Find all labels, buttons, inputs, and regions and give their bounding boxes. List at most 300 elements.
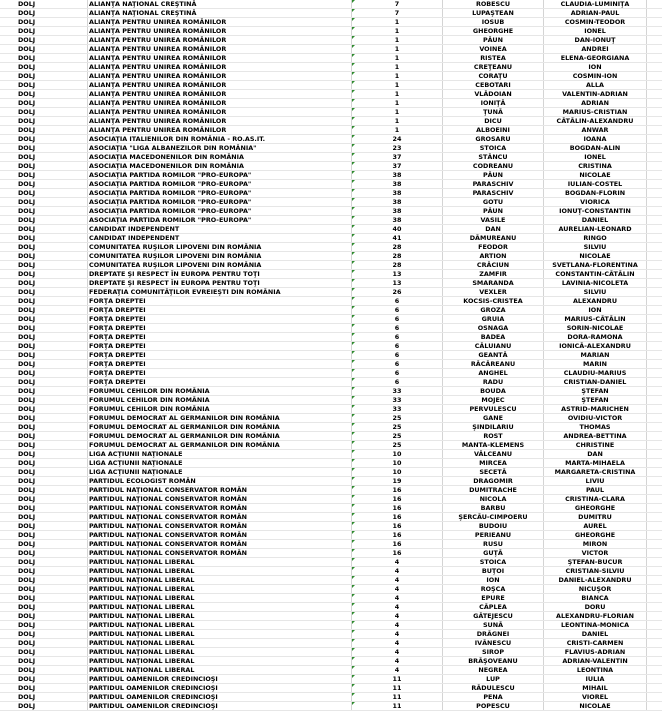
- first-name-cell[interactable]: DANIEL-ALEXANDRU: [544, 576, 647, 585]
- party-cell[interactable]: ALIANŢA PENTRU UNIREA ROMÂNILOR: [88, 126, 352, 135]
- county-cell[interactable]: DOLJ: [0, 414, 88, 423]
- surname-cell[interactable]: STOICA: [443, 558, 544, 567]
- county-cell[interactable]: DOLJ: [0, 315, 88, 324]
- list-number-cell[interactable]: [352, 450, 443, 459]
- county-cell[interactable]: DOLJ: [0, 135, 88, 144]
- list-number-cell[interactable]: [352, 639, 443, 648]
- county-cell[interactable]: DOLJ: [0, 225, 88, 234]
- empty-cell[interactable]: [647, 135, 662, 144]
- empty-cell[interactable]: [647, 117, 662, 126]
- list-number-cell[interactable]: [352, 441, 443, 450]
- first-name-cell[interactable]: ŞTEFAN: [544, 387, 647, 396]
- county-cell[interactable]: DOLJ: [0, 441, 88, 450]
- empty-cell[interactable]: [647, 594, 662, 603]
- list-number-cell[interactable]: [352, 369, 443, 378]
- surname-cell[interactable]: RĂDULESCU: [443, 684, 544, 693]
- party-cell[interactable]: ALIANŢA PENTRU UNIREA ROMÂNILOR: [88, 108, 352, 117]
- first-name-cell[interactable]: MARIUS-CĂTĂLIN: [544, 315, 647, 324]
- party-cell[interactable]: ASOCIAŢIA PARTIDA ROMILOR "PRO-EUROPA": [88, 180, 352, 189]
- county-cell[interactable]: DOLJ: [0, 693, 88, 702]
- empty-cell[interactable]: [647, 126, 662, 135]
- empty-cell[interactable]: [647, 189, 662, 198]
- surname-cell[interactable]: GEANTĂ: [443, 351, 544, 360]
- first-name-cell[interactable]: MARIAN: [544, 351, 647, 360]
- county-cell[interactable]: DOLJ: [0, 144, 88, 153]
- empty-cell[interactable]: [647, 108, 662, 117]
- empty-cell[interactable]: [647, 261, 662, 270]
- surname-cell[interactable]: GĂTEJESCU: [443, 612, 544, 621]
- list-number-cell[interactable]: [352, 666, 443, 675]
- first-name-cell[interactable]: ANDREA-BETTINA: [544, 432, 647, 441]
- empty-cell[interactable]: [647, 549, 662, 558]
- empty-cell[interactable]: [647, 360, 662, 369]
- empty-cell[interactable]: [647, 702, 662, 711]
- party-cell[interactable]: ALIANŢA PENTRU UNIREA ROMÂNILOR: [88, 117, 352, 126]
- first-name-cell[interactable]: MIRON: [544, 540, 647, 549]
- empty-cell[interactable]: [647, 63, 662, 72]
- first-name-cell[interactable]: LAVINIA-NICOLETA: [544, 279, 647, 288]
- first-name-cell[interactable]: COSMIN-TEODOR: [544, 18, 647, 27]
- empty-cell[interactable]: [647, 144, 662, 153]
- list-number-cell[interactable]: [352, 360, 443, 369]
- list-number-cell[interactable]: [352, 630, 443, 639]
- first-name-cell[interactable]: CĂTĂLIN-ALEXANDRU: [544, 117, 647, 126]
- county-cell[interactable]: DOLJ: [0, 612, 88, 621]
- first-name-cell[interactable]: ANDREI: [544, 45, 647, 54]
- first-name-cell[interactable]: GHEORGHE: [544, 504, 647, 513]
- surname-cell[interactable]: FEODOR: [443, 243, 544, 252]
- county-cell[interactable]: DOLJ: [0, 99, 88, 108]
- first-name-cell[interactable]: CRISTINA-CLARA: [544, 495, 647, 504]
- surname-cell[interactable]: MANTA-KLEMENS: [443, 441, 544, 450]
- party-cell[interactable]: PARTIDUL NAŢIONAL CONSERVATOR ROMÂN: [88, 522, 352, 531]
- surname-cell[interactable]: CĂLUIANU: [443, 342, 544, 351]
- party-cell[interactable]: FORŢA DREPTEI: [88, 315, 352, 324]
- first-name-cell[interactable]: VIOREL: [544, 693, 647, 702]
- party-cell[interactable]: PARTIDUL NAŢIONAL LIBERAL: [88, 630, 352, 639]
- surname-cell[interactable]: VÂLCEANU: [443, 450, 544, 459]
- party-cell[interactable]: ASOCIAŢIA PARTIDA ROMILOR "PRO-EUROPA": [88, 207, 352, 216]
- list-number-cell[interactable]: [352, 414, 443, 423]
- county-cell[interactable]: DOLJ: [0, 513, 88, 522]
- list-number-cell[interactable]: [352, 198, 443, 207]
- empty-cell[interactable]: [647, 54, 662, 63]
- empty-cell[interactable]: [647, 378, 662, 387]
- list-number-cell[interactable]: [352, 144, 443, 153]
- party-cell[interactable]: DREPTATE ŞI RESPECT ÎN EUROPA PENTRU TOŢI: [88, 279, 352, 288]
- surname-cell[interactable]: GOTU: [443, 198, 544, 207]
- surname-cell[interactable]: IOSUB: [443, 18, 544, 27]
- surname-cell[interactable]: IVĂNESCU: [443, 639, 544, 648]
- county-cell[interactable]: DOLJ: [0, 108, 88, 117]
- county-cell[interactable]: DOLJ: [0, 540, 88, 549]
- surname-cell[interactable]: ARTION: [443, 252, 544, 261]
- party-cell[interactable]: ALIANŢA PENTRU UNIREA ROMÂNILOR: [88, 72, 352, 81]
- party-cell[interactable]: FORUMUL DEMOCRAT AL GERMANILOR DIN ROMÂNIA: [88, 414, 352, 423]
- list-number-cell[interactable]: [352, 612, 443, 621]
- surname-cell[interactable]: ZAMFIR: [443, 270, 544, 279]
- party-cell[interactable]: ALIANŢA NAŢIONAL CREŞTINĂ: [88, 0, 352, 9]
- first-name-cell[interactable]: ŞTEFAN: [544, 396, 647, 405]
- surname-cell[interactable]: VLĂDOIAN: [443, 90, 544, 99]
- first-name-cell[interactable]: SORIN-NICOLAE: [544, 324, 647, 333]
- surname-cell[interactable]: SECETĂ: [443, 468, 544, 477]
- party-cell[interactable]: ALIANŢA PENTRU UNIREA ROMÂNILOR: [88, 90, 352, 99]
- party-cell[interactable]: PARTIDUL NAŢIONAL LIBERAL: [88, 621, 352, 630]
- surname-cell[interactable]: DRAGOMIR: [443, 477, 544, 486]
- party-cell[interactable]: FORŢA DREPTEI: [88, 378, 352, 387]
- empty-cell[interactable]: [647, 486, 662, 495]
- county-cell[interactable]: DOLJ: [0, 621, 88, 630]
- surname-cell[interactable]: CORAŢU: [443, 72, 544, 81]
- party-cell[interactable]: PARTIDUL NAŢIONAL LIBERAL: [88, 657, 352, 666]
- county-cell[interactable]: DOLJ: [0, 0, 88, 9]
- first-name-cell[interactable]: CONSTANTIN-CĂTĂLIN: [544, 270, 647, 279]
- county-cell[interactable]: DOLJ: [0, 504, 88, 513]
- empty-cell[interactable]: [647, 90, 662, 99]
- list-number-cell[interactable]: [352, 153, 443, 162]
- party-cell[interactable]: CANDIDAT INDEPENDENT: [88, 234, 352, 243]
- party-cell[interactable]: PARTIDUL NAŢIONAL LIBERAL: [88, 648, 352, 657]
- surname-cell[interactable]: GUŢĂ: [443, 549, 544, 558]
- first-name-cell[interactable]: DANIEL: [544, 630, 647, 639]
- party-cell[interactable]: PARTIDUL ECOLOGIST ROMÂN: [88, 477, 352, 486]
- list-number-cell[interactable]: [352, 36, 443, 45]
- empty-cell[interactable]: [647, 279, 662, 288]
- first-name-cell[interactable]: MARGARETA-CRISTINA: [544, 468, 647, 477]
- list-number-cell[interactable]: [352, 117, 443, 126]
- first-name-cell[interactable]: NICUŞOR: [544, 585, 647, 594]
- first-name-cell[interactable]: IOANA: [544, 135, 647, 144]
- county-cell[interactable]: DOLJ: [0, 405, 88, 414]
- surname-cell[interactable]: CODREANU: [443, 162, 544, 171]
- county-cell[interactable]: DOLJ: [0, 243, 88, 252]
- list-number-cell[interactable]: [352, 315, 443, 324]
- empty-cell[interactable]: [647, 648, 662, 657]
- first-name-cell[interactable]: FLAVIUS-ADRIAN: [544, 648, 647, 657]
- list-number-cell[interactable]: [352, 459, 443, 468]
- empty-cell[interactable]: [647, 9, 662, 18]
- empty-cell[interactable]: [647, 684, 662, 693]
- surname-cell[interactable]: DICU: [443, 117, 544, 126]
- empty-cell[interactable]: [647, 306, 662, 315]
- surname-cell[interactable]: NEGREA: [443, 666, 544, 675]
- party-cell[interactable]: PARTIDUL NAŢIONAL LIBERAL: [88, 585, 352, 594]
- list-number-cell[interactable]: [352, 306, 443, 315]
- party-cell[interactable]: PARTIDUL NAŢIONAL CONSERVATOR ROMÂN: [88, 549, 352, 558]
- list-number-cell[interactable]: [352, 180, 443, 189]
- list-number-cell[interactable]: [352, 27, 443, 36]
- surname-cell[interactable]: RADU: [443, 378, 544, 387]
- surname-cell[interactable]: EPURE: [443, 594, 544, 603]
- empty-cell[interactable]: [647, 504, 662, 513]
- county-cell[interactable]: DOLJ: [0, 216, 88, 225]
- list-number-cell[interactable]: [352, 0, 443, 9]
- county-cell[interactable]: DOLJ: [0, 180, 88, 189]
- list-number-cell[interactable]: [352, 558, 443, 567]
- empty-cell[interactable]: [647, 666, 662, 675]
- surname-cell[interactable]: GROSARU: [443, 135, 544, 144]
- empty-cell[interactable]: [647, 639, 662, 648]
- party-cell[interactable]: CANDIDAT INDEPENDENT: [88, 225, 352, 234]
- party-cell[interactable]: ALIANŢA PENTRU UNIREA ROMÂNILOR: [88, 18, 352, 27]
- empty-cell[interactable]: [647, 171, 662, 180]
- party-cell[interactable]: COMUNITATEA RUŞILOR LIPOVENI DIN ROMÂNIA: [88, 252, 352, 261]
- county-cell[interactable]: DOLJ: [0, 423, 88, 432]
- empty-cell[interactable]: [647, 99, 662, 108]
- party-cell[interactable]: ASOCIAŢIA PARTIDA ROMILOR "PRO-EUROPA": [88, 198, 352, 207]
- first-name-cell[interactable]: THOMAS: [544, 423, 647, 432]
- county-cell[interactable]: DOLJ: [0, 666, 88, 675]
- surname-cell[interactable]: LUPAŞTEAN: [443, 9, 544, 18]
- list-number-cell[interactable]: [352, 234, 443, 243]
- surname-cell[interactable]: GRUIA: [443, 315, 544, 324]
- empty-cell[interactable]: [647, 36, 662, 45]
- county-cell[interactable]: DOLJ: [0, 9, 88, 18]
- county-cell[interactable]: DOLJ: [0, 432, 88, 441]
- county-cell[interactable]: DOLJ: [0, 198, 88, 207]
- party-cell[interactable]: LIGA ACŢIUNII NAŢIONALE: [88, 468, 352, 477]
- county-cell[interactable]: DOLJ: [0, 297, 88, 306]
- empty-cell[interactable]: [647, 468, 662, 477]
- surname-cell[interactable]: VASILE: [443, 216, 544, 225]
- empty-cell[interactable]: [647, 180, 662, 189]
- party-cell[interactable]: PARTIDUL OAMENILOR CREDINCIOŞI: [88, 684, 352, 693]
- empty-cell[interactable]: [647, 405, 662, 414]
- list-number-cell[interactable]: [352, 495, 443, 504]
- county-cell[interactable]: DOLJ: [0, 18, 88, 27]
- party-cell[interactable]: ALIANŢA NAŢIONAL CREŞTINĂ: [88, 9, 352, 18]
- first-name-cell[interactable]: MIHAIL: [544, 684, 647, 693]
- list-number-cell[interactable]: [352, 171, 443, 180]
- party-cell[interactable]: ALIANŢA PENTRU UNIREA ROMÂNILOR: [88, 54, 352, 63]
- party-cell[interactable]: LIGA ACŢIUNII NAŢIONALE: [88, 450, 352, 459]
- party-cell[interactable]: FORŢA DREPTEI: [88, 369, 352, 378]
- party-cell[interactable]: PARTIDUL NAŢIONAL LIBERAL: [88, 576, 352, 585]
- party-cell[interactable]: PARTIDUL OAMENILOR CREDINCIOŞI: [88, 675, 352, 684]
- party-cell[interactable]: FEDERAŢIA COMUNITĂŢILOR EVREIEŞTI DIN ROMÂNIA: [88, 288, 352, 297]
- list-number-cell[interactable]: [352, 351, 443, 360]
- empty-cell[interactable]: [647, 162, 662, 171]
- first-name-cell[interactable]: RINGO: [544, 234, 647, 243]
- county-cell[interactable]: DOLJ: [0, 189, 88, 198]
- list-number-cell[interactable]: [352, 603, 443, 612]
- party-cell[interactable]: ASOCIAŢIA MACEDONENILOR DIN ROMÂNIA: [88, 153, 352, 162]
- county-cell[interactable]: DOLJ: [0, 648, 88, 657]
- empty-cell[interactable]: [647, 585, 662, 594]
- first-name-cell[interactable]: PAUL: [544, 486, 647, 495]
- first-name-cell[interactable]: LEONTINA: [544, 666, 647, 675]
- county-cell[interactable]: DOLJ: [0, 261, 88, 270]
- surname-cell[interactable]: DUMITRACHE: [443, 486, 544, 495]
- list-number-cell[interactable]: [352, 342, 443, 351]
- county-cell[interactable]: DOLJ: [0, 288, 88, 297]
- list-number-cell[interactable]: [352, 135, 443, 144]
- party-cell[interactable]: PARTIDUL NAŢIONAL LIBERAL: [88, 567, 352, 576]
- party-cell[interactable]: PARTIDUL OAMENILOR CREDINCIOŞI: [88, 702, 352, 711]
- empty-cell[interactable]: [647, 630, 662, 639]
- empty-cell[interactable]: [647, 567, 662, 576]
- list-number-cell[interactable]: [352, 576, 443, 585]
- empty-cell[interactable]: [647, 576, 662, 585]
- surname-cell[interactable]: VEXLER: [443, 288, 544, 297]
- empty-cell[interactable]: [647, 612, 662, 621]
- surname-cell[interactable]: PERVULESCU: [443, 405, 544, 414]
- empty-cell[interactable]: [647, 270, 662, 279]
- list-number-cell[interactable]: [352, 63, 443, 72]
- list-number-cell[interactable]: [352, 9, 443, 18]
- empty-cell[interactable]: [647, 621, 662, 630]
- party-cell[interactable]: COMUNITATEA RUŞILOR LIPOVENI DIN ROMÂNIA: [88, 261, 352, 270]
- empty-cell[interactable]: [647, 333, 662, 342]
- empty-cell[interactable]: [647, 531, 662, 540]
- surname-cell[interactable]: ROBESCU: [443, 0, 544, 9]
- first-name-cell[interactable]: ALLA: [544, 81, 647, 90]
- surname-cell[interactable]: STOICA: [443, 144, 544, 153]
- list-number-cell[interactable]: [352, 468, 443, 477]
- party-cell[interactable]: ASOCIAŢIA ITALIENILOR DIN ROMÂNIA - RO.AS.IT.: [88, 135, 352, 144]
- surname-cell[interactable]: DRĂGNEI: [443, 630, 544, 639]
- county-cell[interactable]: DOLJ: [0, 90, 88, 99]
- first-name-cell[interactable]: CHRISTINE: [544, 441, 647, 450]
- surname-cell[interactable]: SIROP: [443, 648, 544, 657]
- first-name-cell[interactable]: AURELIAN-LEONARD: [544, 225, 647, 234]
- list-number-cell[interactable]: [352, 432, 443, 441]
- first-name-cell[interactable]: NICOLAE: [544, 171, 647, 180]
- county-cell[interactable]: DOLJ: [0, 585, 88, 594]
- first-name-cell[interactable]: DORU: [544, 603, 647, 612]
- party-cell[interactable]: PARTIDUL NAŢIONAL CONSERVATOR ROMÂN: [88, 495, 352, 504]
- surname-cell[interactable]: ŞERCĂU-CIMPOERU: [443, 513, 544, 522]
- empty-cell[interactable]: [647, 288, 662, 297]
- party-cell[interactable]: ALIANŢA PENTRU UNIREA ROMÂNILOR: [88, 99, 352, 108]
- surname-cell[interactable]: PENA: [443, 693, 544, 702]
- empty-cell[interactable]: [647, 513, 662, 522]
- party-cell[interactable]: PARTIDUL NAŢIONAL LIBERAL: [88, 558, 352, 567]
- party-cell[interactable]: ALIANŢA PENTRU UNIREA ROMÂNILOR: [88, 45, 352, 54]
- party-cell[interactable]: PARTIDUL OAMENILOR CREDINCIOŞI: [88, 693, 352, 702]
- county-cell[interactable]: DOLJ: [0, 270, 88, 279]
- county-cell[interactable]: DOLJ: [0, 27, 88, 36]
- party-cell[interactable]: ASOCIAŢIA "LIGA ALBANEZILOR DIN ROMÂNIA": [88, 144, 352, 153]
- surname-cell[interactable]: CRĂCIUN: [443, 261, 544, 270]
- county-cell[interactable]: DOLJ: [0, 207, 88, 216]
- empty-cell[interactable]: [647, 414, 662, 423]
- surname-cell[interactable]: KOCSIS-CRISTEA: [443, 297, 544, 306]
- list-number-cell[interactable]: [352, 45, 443, 54]
- first-name-cell[interactable]: IONEL: [544, 153, 647, 162]
- list-number-cell[interactable]: [352, 405, 443, 414]
- first-name-cell[interactable]: IONICĂ-ALEXANDRU: [544, 342, 647, 351]
- list-number-cell[interactable]: [352, 648, 443, 657]
- empty-cell[interactable]: [647, 297, 662, 306]
- party-cell[interactable]: COMUNITATEA RUŞILOR LIPOVENI DIN ROMÂNIA: [88, 243, 352, 252]
- surname-cell[interactable]: LUP: [443, 675, 544, 684]
- county-cell[interactable]: DOLJ: [0, 153, 88, 162]
- county-cell[interactable]: DOLJ: [0, 252, 88, 261]
- county-cell[interactable]: DOLJ: [0, 54, 88, 63]
- county-cell[interactable]: DOLJ: [0, 234, 88, 243]
- surname-cell[interactable]: CREŢEANU: [443, 63, 544, 72]
- county-cell[interactable]: DOLJ: [0, 351, 88, 360]
- list-number-cell[interactable]: [352, 657, 443, 666]
- party-cell[interactable]: FORUMUL DEMOCRAT AL GERMANILOR DIN ROMÂNIA: [88, 432, 352, 441]
- empty-cell[interactable]: [647, 558, 662, 567]
- surname-cell[interactable]: PARASCHIV: [443, 180, 544, 189]
- party-cell[interactable]: FORŢA DREPTEI: [88, 360, 352, 369]
- first-name-cell[interactable]: BOGDAN-FLORIN: [544, 189, 647, 198]
- party-cell[interactable]: PARTIDUL NAŢIONAL CONSERVATOR ROMÂN: [88, 540, 352, 549]
- first-name-cell[interactable]: MARTA-MIHAELA: [544, 459, 647, 468]
- county-cell[interactable]: DOLJ: [0, 702, 88, 711]
- first-name-cell[interactable]: CRISTIAN-DANIEL: [544, 378, 647, 387]
- party-cell[interactable]: LIGA ACŢIUNII NAŢIONALE: [88, 459, 352, 468]
- party-cell[interactable]: PARTIDUL NAŢIONAL LIBERAL: [88, 612, 352, 621]
- surname-cell[interactable]: ROŞCA: [443, 585, 544, 594]
- county-cell[interactable]: DOLJ: [0, 333, 88, 342]
- county-cell[interactable]: DOLJ: [0, 594, 88, 603]
- surname-cell[interactable]: VOINEA: [443, 45, 544, 54]
- county-cell[interactable]: DOLJ: [0, 657, 88, 666]
- county-cell[interactable]: DOLJ: [0, 324, 88, 333]
- party-cell[interactable]: PARTIDUL NAŢIONAL CONSERVATOR ROMÂN: [88, 486, 352, 495]
- county-cell[interactable]: DOLJ: [0, 81, 88, 90]
- list-number-cell[interactable]: [352, 288, 443, 297]
- empty-cell[interactable]: [647, 207, 662, 216]
- first-name-cell[interactable]: ADRIAN-VALENTIN: [544, 657, 647, 666]
- first-name-cell[interactable]: VIORICA: [544, 198, 647, 207]
- list-number-cell[interactable]: [352, 531, 443, 540]
- first-name-cell[interactable]: VALENTIN-ADRIAN: [544, 90, 647, 99]
- empty-cell[interactable]: [647, 18, 662, 27]
- surname-cell[interactable]: IONIŢĂ: [443, 99, 544, 108]
- county-cell[interactable]: DOLJ: [0, 675, 88, 684]
- empty-cell[interactable]: [647, 432, 662, 441]
- surname-cell[interactable]: BRĂŞOVEANU: [443, 657, 544, 666]
- empty-cell[interactable]: [647, 369, 662, 378]
- surname-cell[interactable]: MIRCEA: [443, 459, 544, 468]
- county-cell[interactable]: DOLJ: [0, 630, 88, 639]
- first-name-cell[interactable]: ION: [544, 306, 647, 315]
- county-cell[interactable]: DOLJ: [0, 72, 88, 81]
- list-number-cell[interactable]: [352, 423, 443, 432]
- party-cell[interactable]: DREPTATE ŞI RESPECT ÎN EUROPA PENTRU TOŢI: [88, 270, 352, 279]
- list-number-cell[interactable]: [352, 108, 443, 117]
- county-cell[interactable]: DOLJ: [0, 468, 88, 477]
- list-number-cell[interactable]: [352, 162, 443, 171]
- first-name-cell[interactable]: NICOLAE: [544, 252, 647, 261]
- first-name-cell[interactable]: DORA-RAMONA: [544, 333, 647, 342]
- first-name-cell[interactable]: MARIUS-CRISTIAN: [544, 108, 647, 117]
- empty-cell[interactable]: [647, 423, 662, 432]
- empty-cell[interactable]: [647, 342, 662, 351]
- list-number-cell[interactable]: [352, 54, 443, 63]
- list-number-cell[interactable]: [352, 324, 443, 333]
- county-cell[interactable]: DOLJ: [0, 639, 88, 648]
- list-number-cell[interactable]: [352, 549, 443, 558]
- empty-cell[interactable]: [647, 603, 662, 612]
- surname-cell[interactable]: SUNĂ: [443, 621, 544, 630]
- surname-cell[interactable]: PĂUN: [443, 36, 544, 45]
- empty-cell[interactable]: [647, 540, 662, 549]
- first-name-cell[interactable]: IULIAN-COSTEL: [544, 180, 647, 189]
- party-cell[interactable]: ALIANŢA PENTRU UNIREA ROMÂNILOR: [88, 27, 352, 36]
- list-number-cell[interactable]: [352, 252, 443, 261]
- empty-cell[interactable]: [647, 72, 662, 81]
- surname-cell[interactable]: ION: [443, 576, 544, 585]
- empty-cell[interactable]: [647, 522, 662, 531]
- surname-cell[interactable]: GHEORGHE: [443, 27, 544, 36]
